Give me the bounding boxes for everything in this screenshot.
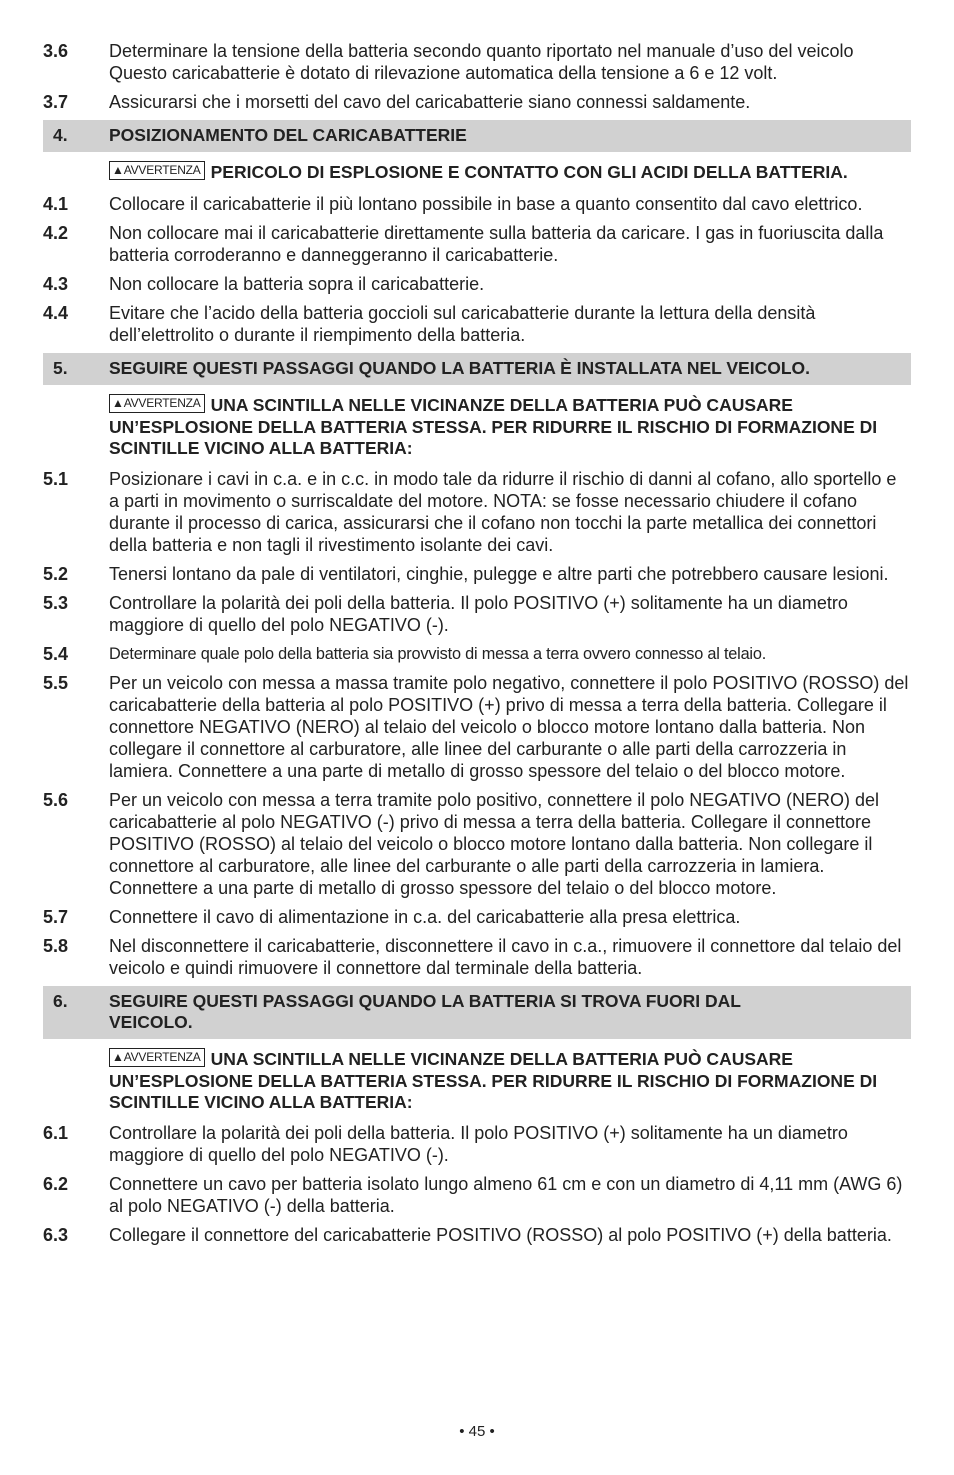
item-text: Connettere un cavo per batteria isolato lungo almeno 61 cm e con un diametro di 4,11 mm (AWG 6) al polo NEGATIVO (-) della batteria. xyxy=(109,1174,903,1216)
section-title: SEGUIRE QUESTI PASSAGGI QUANDO LA BATTERIA SI TROVA FUORI DAL VEICOLO. xyxy=(109,991,741,1032)
warning-label: AVVERTENZA xyxy=(123,396,201,410)
warning-block xyxy=(109,395,911,459)
list-item xyxy=(43,789,911,899)
item-text: Per un veicolo con messa a massa tramite polo negativo, connettere il polo POSITIVO (ROSSO) del caricabatterie della batteria al polo POSITIVO (+) privo di messa a terra della batteria. Collegare il connettore NEGATIVO (NERO) al telaio del veicolo o blocco motore lontano dalla batteria. Non collegare il connettore al carburatore, alle linee del carburante o alle parti della carrozzeria in lamiera. Connettere a una parte di metallo di grosso spessore del telaio o del blocco motore. xyxy=(109,673,909,781)
item-text: Controllare la polarità dei poli della batteria. Il polo POSITIVO (+) solitamente ha un diametro maggiore di quello del polo NEGATIVO (-). xyxy=(109,593,848,635)
item-number: 5.3 xyxy=(43,593,69,613)
section-number: 6. xyxy=(53,991,68,1011)
section-header-4 xyxy=(43,120,911,152)
item-number: 3.7 xyxy=(43,92,69,112)
section-header-6 xyxy=(43,986,911,1039)
item-text: Tenersi lontano da pale di ventilatori, cinghie, pulegge e altre parti che potrebbero causare lesioni. xyxy=(109,564,889,584)
item-text: Connettere il cavo di alimentazione in c.a. del caricabatterie alla presa elettrica. xyxy=(109,907,741,927)
section-title: POSIZIONAMENTO DEL CARICABATTERIE xyxy=(109,125,467,145)
section-title: SEGUIRE QUESTI PASSAGGI QUANDO LA BATTERIA È INSTALLATA NEL VEICOLO. xyxy=(109,358,810,378)
list-item xyxy=(43,222,911,266)
item-number: 4.1 xyxy=(43,194,69,214)
warning-label: AVVERTENZA xyxy=(123,1050,201,1064)
list-item xyxy=(43,273,911,295)
item-text: Controllare la polarità dei poli della batteria. Il polo POSITIVO (+) solitamente ha un diametro maggiore di quello del polo NEGATIVO (-). xyxy=(109,1123,848,1165)
section-number: 4. xyxy=(53,125,68,145)
section-header-5 xyxy=(43,353,911,385)
item-text: Collegare il connettore del caricabatterie POSITIVO (ROSSO) al polo POSITIVO (+) della batteria. xyxy=(109,1225,892,1245)
item-number: 5.4 xyxy=(43,644,69,664)
list-item xyxy=(43,672,911,782)
list-item xyxy=(43,643,911,665)
item-number: 5.5 xyxy=(43,673,69,693)
list-item xyxy=(43,40,911,84)
item-text: Collocare il caricabatterie il più lontano possibile in base a quanto consentito dal cavo elettrico. xyxy=(109,194,863,214)
item-text: Posizionare i cavi in c.a. e in c.c. in modo tale da ridurre il rischio di danni al cofano, allo sportello e a parti in movimento o surriscaldate del motore. NOTA: se fosse necessario chiudere il cofano durante il processo di carica, assicurarsi che il cofano non tocchi la parte metallica dei connettori della batteria e non tagli il rivestimento isolante dei cavi. xyxy=(109,469,897,555)
warning-label: AVVERTENZA xyxy=(123,163,201,177)
item-text: Assicurarsi che i morsetti del cavo del caricabatterie siano connessi saldamente. xyxy=(109,92,751,112)
item-text: Non collocare mai il caricabatterie direttamente sulla batteria da caricare. I gas in fuoriuscita dalla batteria corroderanno e danneggeranno il caricabatterie. xyxy=(109,223,884,265)
list-item xyxy=(43,91,911,113)
warning-triangle-icon: ▲ xyxy=(112,163,124,177)
list-item xyxy=(43,563,911,585)
item-text: Determinare la tensione della batteria secondo quanto riportato nel manuale d’uso del veicolo Questo caricabatterie è dotato di rilevazione automatica della tensione a 6 e 12 volt. xyxy=(109,41,854,83)
item-number: 4.3 xyxy=(43,274,69,294)
warning-triangle-icon: ▲ xyxy=(112,1050,124,1064)
warning-badge xyxy=(109,394,205,413)
list-item xyxy=(43,302,911,346)
item-text: Per un veicolo con messa a terra tramite polo positivo, connettere il polo NEGATIVO (NERO) del caricabatterie al polo NEGATIVO (-) privo di messa a terra della batteria. Collegare il connettore POSITIVO (ROSSO) al telaio del veicolo o blocco motore lontano dalla batteria. Non collegare il connettore al carburatore, alle linee del carburante o alle parti della carrozzeria in lamiera. Connettere a una parte di metallo di grosso spessore del telaio o del blocco motore. xyxy=(109,790,879,898)
page-number: • 45 • xyxy=(459,1423,495,1440)
item-number: 4.2 xyxy=(43,223,69,243)
list-item xyxy=(43,1173,911,1217)
item-text: Determinare quale polo della batteria sia provvisto di messa a terra ovvero connesso al telaio. xyxy=(109,645,767,663)
warning-text: UNA SCINTILLA NELLE VICINANZE DELLA BATTERIA PUÒ CAUSARE UN’ESPLOSIONE DELLA BATTERIA STESSA. PER RIDURRE IL RISCHIO DI FORMAZIONE DI SCINTILLE VICINO ALLA BATTERIA: xyxy=(109,1049,878,1112)
item-number: 5.6 xyxy=(43,790,69,810)
item-number: 6.1 xyxy=(43,1123,69,1143)
warning-badge xyxy=(109,161,205,180)
list-item xyxy=(43,1224,911,1246)
list-item xyxy=(43,592,911,636)
item-text: Nel disconnettere il caricabatterie, disconnettere il cavo in c.a., rimuovere il connettore dal telaio del veicolo e quindi rimuovere il connettore dal terminale della batteria. xyxy=(109,936,902,978)
list-item xyxy=(43,935,911,979)
list-item xyxy=(43,906,911,928)
item-number: 5.7 xyxy=(43,907,69,927)
warning-text: UNA SCINTILLA NELLE VICINANZE DELLA BATTERIA PUÒ CAUSARE UN’ESPLOSIONE DELLA BATTERIA STESSA. PER RIDURRE IL RISCHIO DI FORMAZIONE DI SCINTILLE VICINO ALLA BATTERIA: xyxy=(109,395,878,458)
manual-page xyxy=(43,40,911,1253)
item-number: 5.8 xyxy=(43,936,69,956)
item-number: 4.4 xyxy=(43,303,69,323)
list-item xyxy=(43,468,911,556)
warning-block xyxy=(109,1049,911,1113)
item-number: 3.6 xyxy=(43,41,69,61)
warning-block xyxy=(109,162,911,184)
list-item xyxy=(43,193,911,215)
item-text: Evitare che l’acido della batteria goccioli sul caricabatterie durante la lettura della densità dell’elettrolito o durante il riempimento della batteria. xyxy=(109,303,816,345)
warning-badge xyxy=(109,1048,205,1067)
item-text: Non collocare la batteria sopra il caricabatterie. xyxy=(109,274,485,294)
list-item xyxy=(43,1122,911,1166)
section-number: 5. xyxy=(53,358,68,378)
warning-triangle-icon: ▲ xyxy=(112,396,124,410)
warning-text: PERICOLO DI ESPLOSIONE E CONTATTO CON GLI ACIDI DELLA BATTERIA. xyxy=(210,162,848,182)
item-number: 6.2 xyxy=(43,1174,69,1194)
item-number: 5.1 xyxy=(43,469,69,489)
item-number: 5.2 xyxy=(43,564,69,584)
item-number: 6.3 xyxy=(43,1225,69,1245)
